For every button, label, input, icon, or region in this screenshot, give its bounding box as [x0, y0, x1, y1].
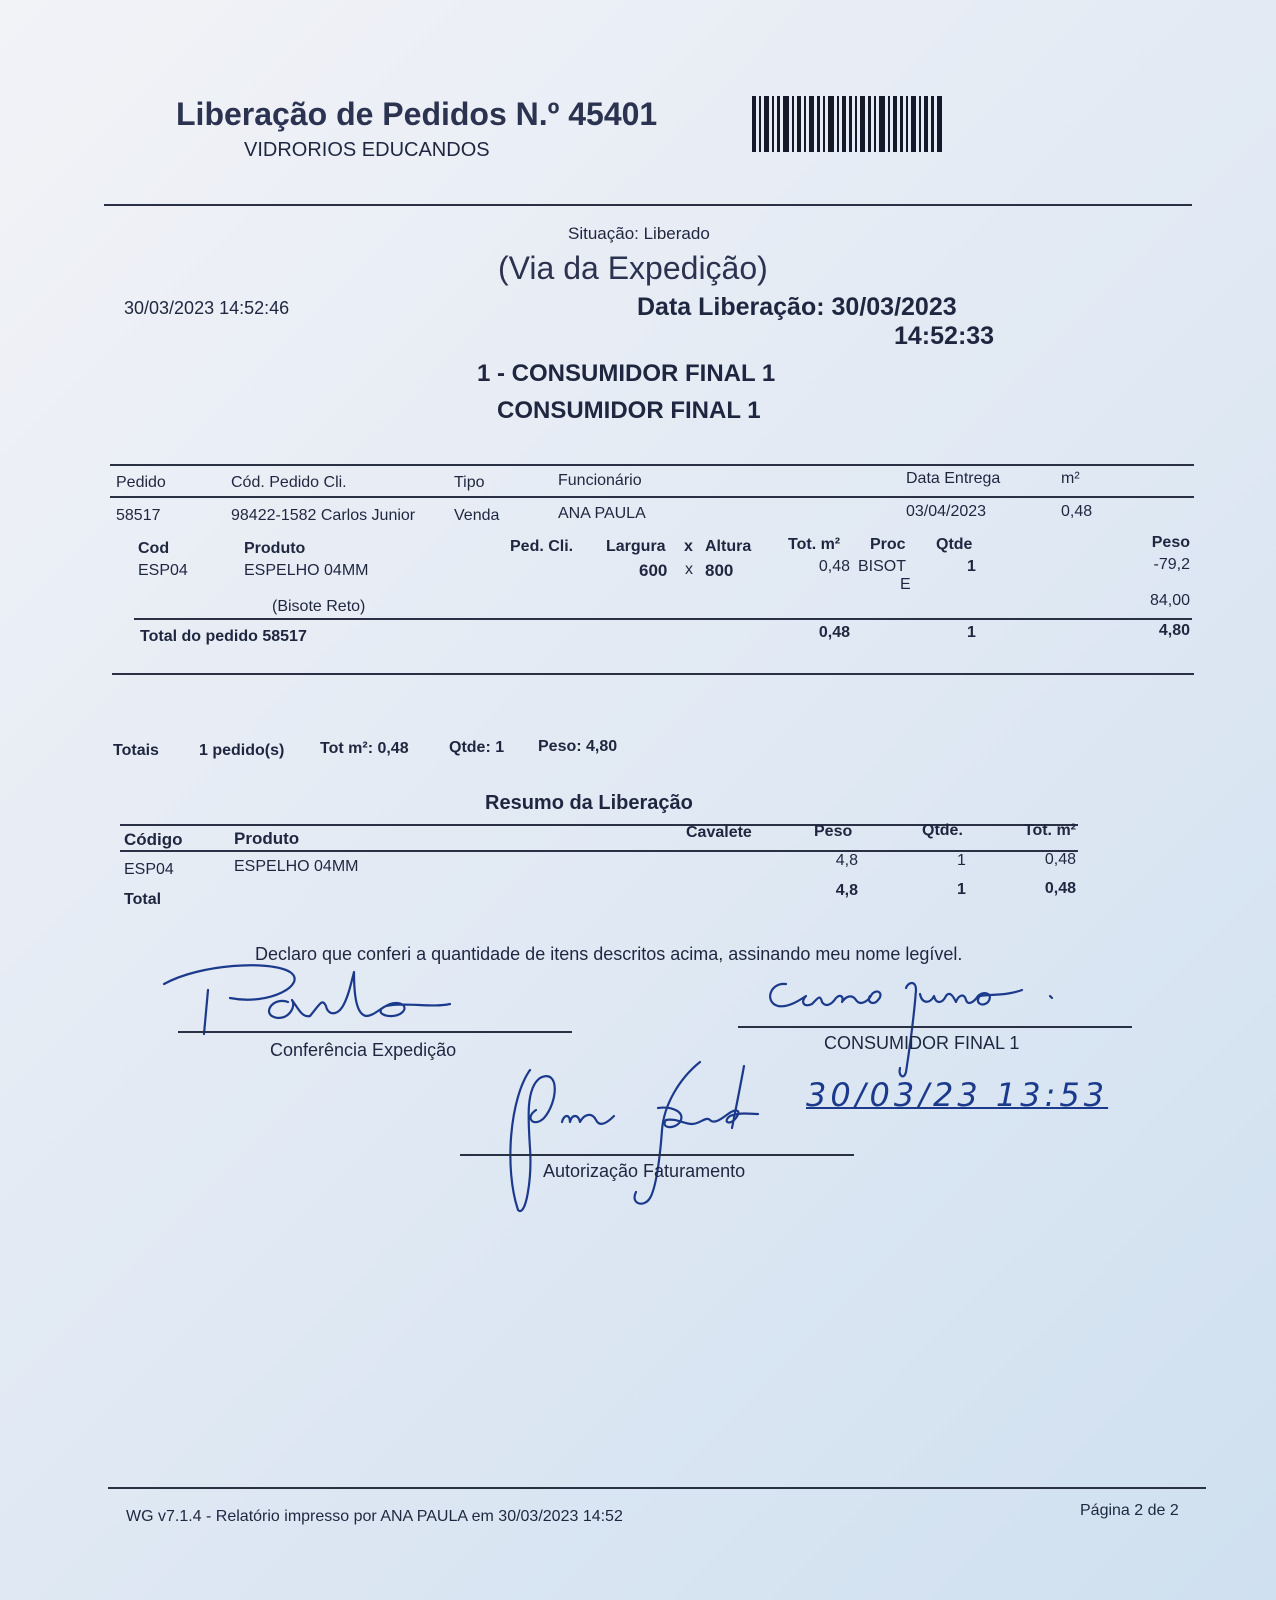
summary-row-tot-m2: 0,48 — [1044, 851, 1076, 868]
summary-row-peso: 4,8 — [835, 852, 858, 869]
order-table-header-rule — [110, 496, 1194, 498]
item-header-largura: Largura — [606, 538, 666, 555]
order-cod-pedido-cli: 98422-1582 Carlos Junior — [231, 507, 416, 524]
totals-qtde: Qtde: 1 — [449, 739, 505, 756]
signature-line-expedicao — [178, 1031, 572, 1033]
status-text: Situação: Liberado — [568, 224, 710, 243]
print-datetime: 30/03/2023 14:52:46 — [124, 298, 290, 318]
item-produto: ESPELHO 04MM — [244, 562, 369, 579]
summary-header-tot-m2: Tot. m² — [1023, 822, 1076, 839]
item-x: x — [685, 561, 693, 578]
order-data-entrega: 03/04/2023 — [906, 503, 987, 520]
summary-header-peso: Peso — [814, 823, 853, 840]
order-funcionario: ANA PAULA — [558, 505, 646, 522]
order-table-top-rule — [110, 464, 1194, 466]
col-header-cod-pedido-cli: Cód. Pedido Cli. — [231, 474, 347, 491]
totals-label: Totais — [113, 742, 159, 759]
client-line-2: CONSUMIDOR FINAL 1 — [497, 397, 761, 424]
item-largura: 600 — [639, 561, 668, 580]
item-total-rule — [134, 618, 1192, 620]
item-header-cod: Cod — [138, 540, 170, 557]
summary-header-produto: Produto — [234, 829, 300, 848]
item-header-produto: Produto — [244, 540, 306, 557]
footer-page-number: Página 2 de 2 — [1080, 1502, 1179, 1519]
signature-carlos-junior — [760, 976, 1080, 1086]
order-total-tot-m2: 0,48 — [818, 624, 850, 641]
summary-total-qtde: 1 — [957, 881, 966, 898]
release-time: 14:52:33 — [894, 322, 995, 350]
header-divider — [104, 204, 1192, 206]
summary-header-qtde: Qtde. — [922, 822, 963, 839]
signature-line-cliente — [738, 1026, 1132, 1028]
order-tipo: Venda — [454, 507, 500, 524]
signature-label-expedicao: Conferência Expedição — [270, 1040, 457, 1060]
summary-row-produto: ESPELHO 04MM — [234, 858, 359, 875]
signature-line-faturamento — [460, 1154, 854, 1156]
totals-tot-m2: Tot m²: 0,48 — [320, 740, 409, 757]
item-header-qtde: Qtde — [936, 536, 973, 553]
col-header-funcionario: Funcionário — [558, 472, 642, 489]
summary-total-tot-m2: 0,48 — [1044, 880, 1076, 897]
signature-label-cliente: CONSUMIDOR FINAL 1 — [824, 1033, 1020, 1053]
signature-paula — [160, 958, 460, 1038]
summary-total-label: Total — [124, 891, 162, 908]
company-name: VIDRORIOS EDUCANDOS — [244, 139, 490, 161]
item-header-x: x — [684, 538, 693, 555]
signature-ana-paula — [500, 1058, 780, 1218]
handwritten-date: 30/03/23 13:53 — [806, 1076, 1109, 1114]
item-header-altura: Altura — [705, 538, 752, 555]
summary-title: Resumo da Liberação — [485, 792, 693, 814]
order-section-bottom-rule — [112, 673, 1194, 675]
summary-row-codigo: ESP04 — [124, 861, 174, 878]
item-sub-value: 84,00 — [1149, 592, 1190, 609]
item-qtde: 1 — [967, 558, 976, 575]
item-header-ped-cli: Ped. Cli. — [510, 538, 574, 555]
col-header-data-entrega: Data Entrega — [906, 470, 1001, 487]
item-altura: 800 — [705, 561, 734, 580]
col-header-tipo: Tipo — [454, 474, 485, 491]
order-total-label: Total do pedido 58517 — [140, 628, 307, 645]
footer-report-info: WG v7.1.4 - Relatório impresso por ANA PAULA em 30/03/2023 14:52 — [126, 1508, 623, 1525]
col-header-m2: m² — [1061, 470, 1080, 487]
order-pedido: 58517 — [116, 507, 161, 524]
item-sub-note: (Bisote Reto) — [272, 598, 366, 615]
copy-label: (Via da Expedição) — [498, 250, 768, 286]
totals-pedidos: 1 pedido(s) — [199, 742, 285, 759]
order-total-peso: 4,80 — [1158, 622, 1190, 639]
summary-header-rule — [120, 850, 1078, 852]
item-tot-m2: 0,48 — [818, 558, 850, 575]
item-proc-line-2: E — [900, 576, 911, 593]
barcode-icon — [752, 96, 944, 152]
release-date: Data Liberação: 30/03/2023 — [637, 293, 957, 321]
col-header-pedido: Pedido — [116, 474, 166, 491]
totals-peso: Peso: 4,80 — [538, 738, 618, 755]
item-cod: ESP04 — [138, 562, 188, 579]
document-title: Liberação de Pedidos N.º 45401 — [176, 96, 658, 132]
item-proc-line-1: BISOT — [858, 558, 907, 575]
order-total-qtde: 1 — [967, 624, 976, 641]
footer-rule — [108, 1487, 1206, 1489]
item-header-tot-m2: Tot. m² — [788, 536, 841, 553]
order-m2: 0,48 — [1061, 503, 1093, 520]
signature-label-faturamento: Autorização Faturamento — [543, 1161, 746, 1181]
item-header-peso: Peso — [1151, 534, 1190, 551]
client-line-1: 1 - CONSUMIDOR FINAL 1 — [477, 360, 776, 387]
summary-header-codigo: Código — [124, 830, 183, 849]
summary-header-cavalete: Cavalete — [686, 824, 752, 841]
summary-row-qtde: 1 — [957, 852, 966, 869]
declaration-text: Declaro que conferi a quantidade de itens descritos acima, assinando meu nome legível. — [255, 944, 963, 964]
summary-total-peso: 4,8 — [835, 882, 858, 899]
item-peso: -79,2 — [1153, 556, 1190, 573]
item-header-proc: Proc — [870, 536, 906, 553]
